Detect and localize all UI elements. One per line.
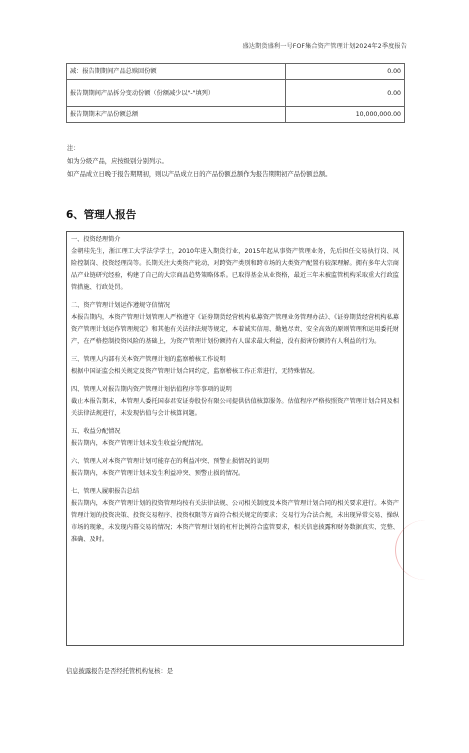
subsection-title: 四、管理人对报告期内资产管理计划估值程序等事项的说明 <box>71 386 232 393</box>
table-cell-label: 报告期期末产品份额总额 <box>67 107 286 123</box>
subsection-body: 截止本报告期末，本管理人委托国泰君安证券股份有限公司提供估值核算服务。估值程序严格按照资产管理计划合同及相关法律法规进行，未发现估值与会计核算问题。 <box>71 398 399 417</box>
table-row <box>67 107 405 123</box>
table-cell-label: 减：报告期期间产品总赎回份额 <box>67 64 286 80</box>
subsection-title: 二、资产管理计划运作遵规守信情况 <box>71 302 170 309</box>
share-change-table <box>66 63 405 123</box>
subsection-body: 报告期内，本资产管理计划未发生利益冲突、预警止损的情况。 <box>71 470 245 477</box>
custodian-review-statement: 信息披露报告是否经托管机构复核：是 <box>66 668 174 675</box>
subsection-title: 六、管理人对本资产管理计划可能存在的利益冲突、预警止损情况的说明 <box>71 458 269 465</box>
table-row <box>67 80 405 107</box>
table-row <box>67 64 405 80</box>
subsection-title: 七、管理人履职报告总结 <box>71 488 140 495</box>
page-header-title: 盛达期货盛利一号FOF集合资产管理计划2024年2季度报告 <box>242 43 407 50</box>
notes-line-1: 如为分级产品，应按级别分别列示。 <box>67 158 168 165</box>
notes-line-2: 如产品成立日晚于报告期期初，则以产品成立日的产品份额总额作为报告期期初产品份额总额。 <box>67 171 332 178</box>
section-title: 6、管理人报告 <box>66 209 137 221</box>
table-cell-value: 0.00 <box>286 64 405 80</box>
seal-stamp-icon <box>395 520 456 580</box>
table-notes <box>67 142 412 181</box>
subsection-body: 报告期内，本资产管理计划的投资管理均按有关法律法规、公司相关制度及本资产管理计划合同的相关要求进行。本资产管理计划的投资决策、投资交易程序、投资权限等方面符合相关规定的要求；交易行为合法合规，未出现异常交易、操纵市场的现象，未发现内幕交易的情况；本资产管理计划的杠杆比例符合监管要求，相关信息披露和财务数据真实、完整、准确、及时。 <box>71 500 399 543</box>
manager-report-box <box>66 231 404 646</box>
table-cell-value: 0.00 <box>286 80 405 107</box>
table-cell-label: 报告期期间产品拆分变动份额（份额减少以"-"填列） <box>67 80 286 107</box>
subsection-title: 三、管理人内部有关本资产管理计划的监察稽核工作说明 <box>71 356 226 363</box>
subsection-body: 根据中国证监会相关规定及资产管理计划合同约定，监察稽核工作正常进行，无特殊情况。 <box>71 368 319 375</box>
subsection-body: 本报告期内，本资产管理计划管理人严格遵守《证券期货经营机构私募资产管理业务管理办法》、《证券期货经营机构私募资产管理计划运作管理规定》和其他有关法律法规等规定，本着诚实信用、勤勉尽责、安全高效的原则管理和运用委托财产，在严格控制投资风险的基础上，为资产管理计划份额持有人谋求最大利益，没有损害份额持有人利益的行为。 <box>71 314 399 345</box>
notes-label: 注： <box>67 145 80 152</box>
subsection-body: 金朝珪先生，浙江理工大学法学学士，2010年进入期货行业，2015年起从事资产管理业务，先后担任交易执行岗、风险控制岗、投资经理岗等。长期关注大类资产轮动，对跨资产类别和跨市场的大类资产配置有较深理解。拥有多年大宗商品产业链研究经验，构建了自己的大宗商品趋势策略体系。已取得基金从业资格，最近三年未被监管机构采取重大行政监管措施、行政处罚。 <box>71 248 399 291</box>
table-cell-value: 10,000,000.00 <box>286 107 405 123</box>
subsection-title: 五、收益分配情况 <box>71 428 121 435</box>
subsection-body: 报告期内，本资产管理计划未发生收益分配情况。 <box>71 440 208 447</box>
subsection-title: 一、投资经理简介 <box>71 236 121 243</box>
